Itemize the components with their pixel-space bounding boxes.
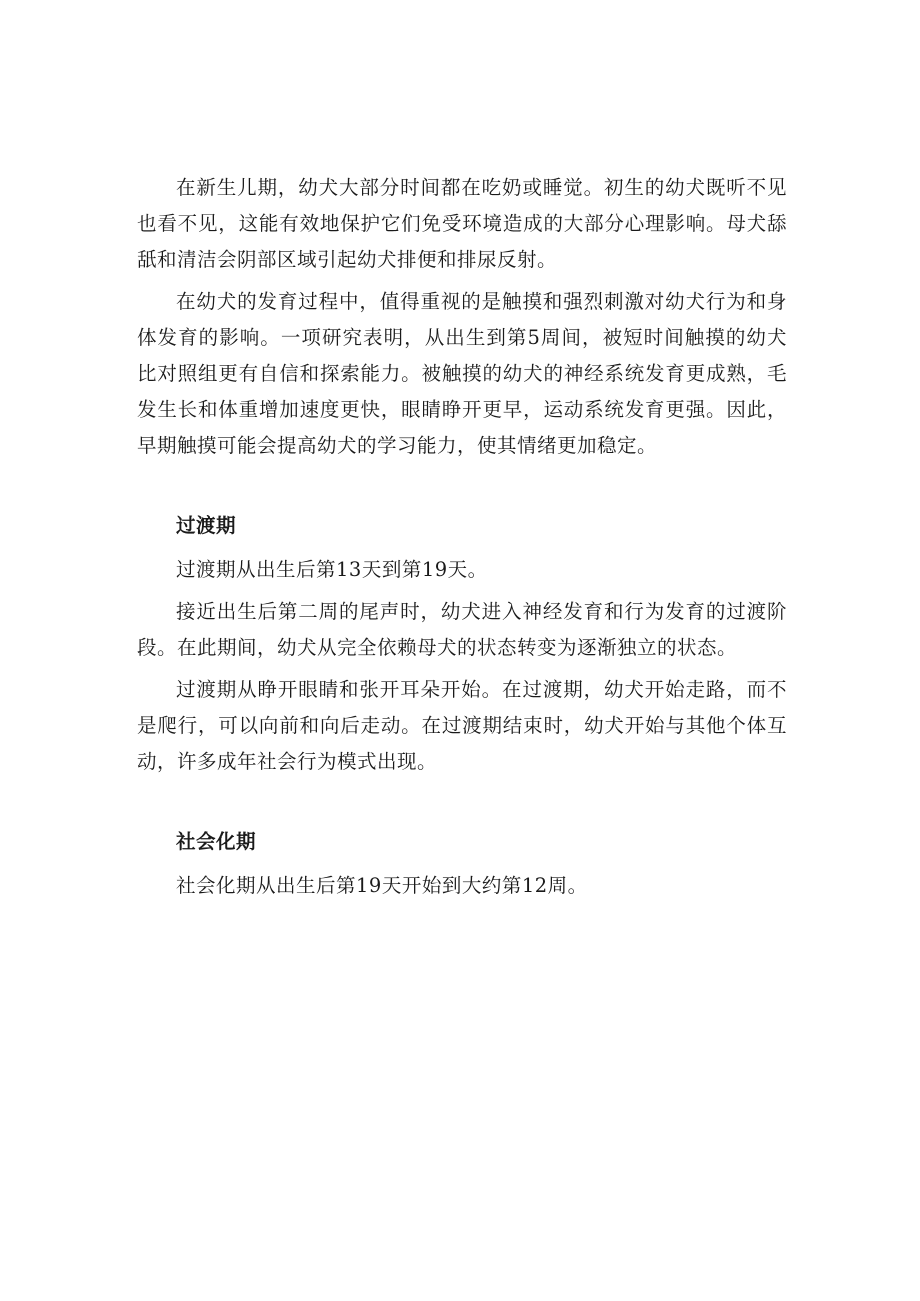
paragraph-socialization-1: 社会化期从出生后第19天开始到大约第12周。 — [176, 874, 588, 897]
section-heading-socialization: 社会化期 — [176, 830, 257, 853]
paragraph-neonatal-1: 在新生儿期，幼犬大部分时间都在吃奶或睡觉。初生的幼犬既听不见也看不见，这能有效地保护它们免受环境造成的大部分心理影响。母犬舔舐和清洁会阴部区域引起幼犬排便和排尿反射。 — [137, 176, 787, 271]
section-heading-transition: 过渡期 — [176, 514, 237, 537]
paragraph-transition-1: 过渡期从出生后第13天到第19天。 — [176, 558, 488, 581]
paragraph-transition-3: 过渡期从睁开眼睛和张开耳朵开始。在过渡期，幼犬开始走路，而不是爬行，可以向前和向后走动。在过渡期结束时，幼犬开始与其他个体互动，许多成年社会行为模式出现。 — [137, 678, 787, 773]
document-page — [137, 170, 787, 904]
paragraph-transition-2: 接近出生后第二周的尾声时，幼犬进入神经发育和行为发育的过渡阶段。在此期间，幼犬从完全依赖母犬的状态转变为逐渐独立的状态。 — [137, 600, 787, 659]
paragraph-neonatal-2: 在幼犬的发育过程中，值得重视的是触摸和强烈刺激对幼犬行为和身体发育的影响。一项研究表明，从出生到第5周间，被短时间触摸的幼犬比对照组更有自信和探索能力。被触摸的幼犬的神经系统发育更成熟，毛发生长和体重增加速度更快，眼睛睁开更早，运动系统发育更强。因此，早期触摸可能会提高幼犬的学习能力，使其情绪更加稳定。 — [137, 290, 787, 457]
